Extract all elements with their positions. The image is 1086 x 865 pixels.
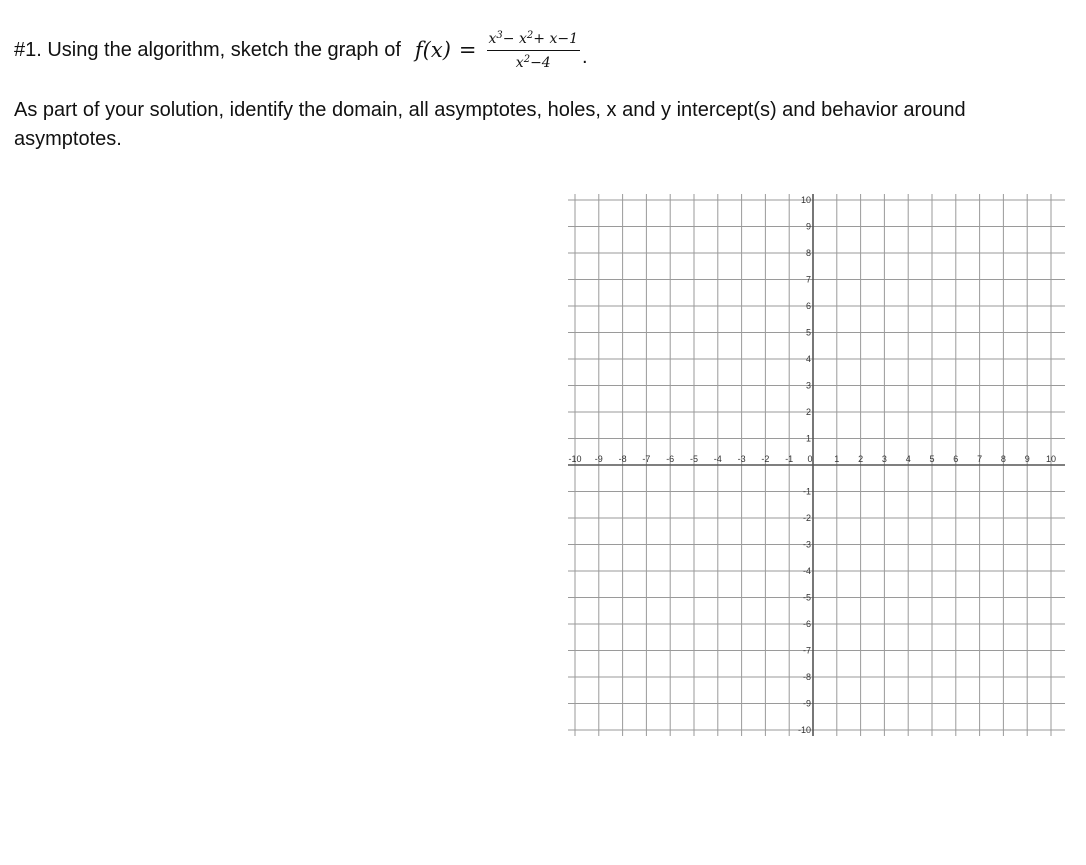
y-tick-label: 1 bbox=[805, 433, 811, 444]
y-tick-label: 3 bbox=[805, 380, 811, 391]
x-tick-label: 5 bbox=[929, 454, 935, 464]
y-tick-label: 6 bbox=[805, 301, 811, 311]
x-tick-label: -5 bbox=[689, 454, 699, 464]
y-tick-label: -9 bbox=[802, 698, 811, 709]
x-tick-label: 6 bbox=[953, 454, 959, 464]
x-tick-label: 7 bbox=[977, 454, 983, 464]
x-tick-label: -3 bbox=[737, 454, 746, 464]
problem-statement bbox=[14, 22, 588, 78]
y-tick-label: -1 bbox=[802, 486, 811, 497]
y-tick-label: 8 bbox=[805, 248, 811, 258]
coordinate-grid[interactable] bbox=[565, 185, 1070, 745]
x-tick-label: -10 bbox=[568, 454, 582, 464]
y-tick-label: -6 bbox=[802, 619, 811, 629]
y-tick-label: -3 bbox=[802, 539, 811, 550]
x-tick-label: 2 bbox=[858, 454, 864, 464]
y-tick-label: 7 bbox=[805, 274, 811, 285]
graph-paper[interactable] bbox=[565, 185, 1070, 745]
x-tick-label: 8 bbox=[1000, 454, 1006, 464]
y-tick-label: -10 bbox=[797, 725, 811, 735]
instructions-text: As part of your solution, identify the domain, all asymptotes, holes, x and y intercept(s) and behavior around asymptotes. bbox=[14, 99, 966, 150]
fraction-numerator: $x^3- x^2+ x-1$ bbox=[487, 31, 580, 51]
problem-period: . bbox=[581, 45, 588, 68]
x-tick-label: -4 bbox=[713, 454, 722, 464]
x-tick-label: -9 bbox=[594, 454, 603, 464]
x-tick-label: 4 bbox=[905, 454, 911, 464]
x-tick-label: -8 bbox=[618, 454, 627, 464]
y-tick-label: -7 bbox=[802, 645, 811, 656]
x-tick-label: 3 bbox=[881, 454, 887, 464]
y-tick-label: 2 bbox=[805, 407, 811, 417]
problem-prefix: #1. Using the algorithm, sketch the graph of bbox=[14, 38, 401, 61]
x-tick-label: 0 bbox=[807, 454, 813, 464]
function-label: f(x) bbox=[414, 38, 451, 62]
y-tick-label: -2 bbox=[802, 513, 811, 523]
x-tick-label: 9 bbox=[1024, 454, 1030, 464]
equals-sign: = bbox=[458, 38, 477, 62]
rational-function-fraction bbox=[487, 31, 580, 70]
y-tick-label: -8 bbox=[802, 672, 811, 682]
x-tick-label: -1 bbox=[785, 454, 794, 464]
y-tick-label: -5 bbox=[802, 592, 811, 603]
x-tick-label: -6 bbox=[666, 454, 675, 464]
y-tick-label: 5 bbox=[805, 327, 811, 338]
x-tick-label: 10 bbox=[1045, 454, 1057, 464]
y-tick-label: 4 bbox=[805, 354, 811, 364]
x-tick-label: -2 bbox=[761, 454, 770, 464]
y-tick-label: -4 bbox=[802, 566, 811, 576]
fraction-denominator: $x^2-4$ bbox=[515, 53, 551, 71]
y-tick-label: 9 bbox=[805, 221, 811, 232]
x-tick-label: -7 bbox=[642, 454, 651, 464]
x-tick-label: 1 bbox=[834, 454, 840, 464]
y-tick-label: 10 bbox=[800, 195, 811, 205]
